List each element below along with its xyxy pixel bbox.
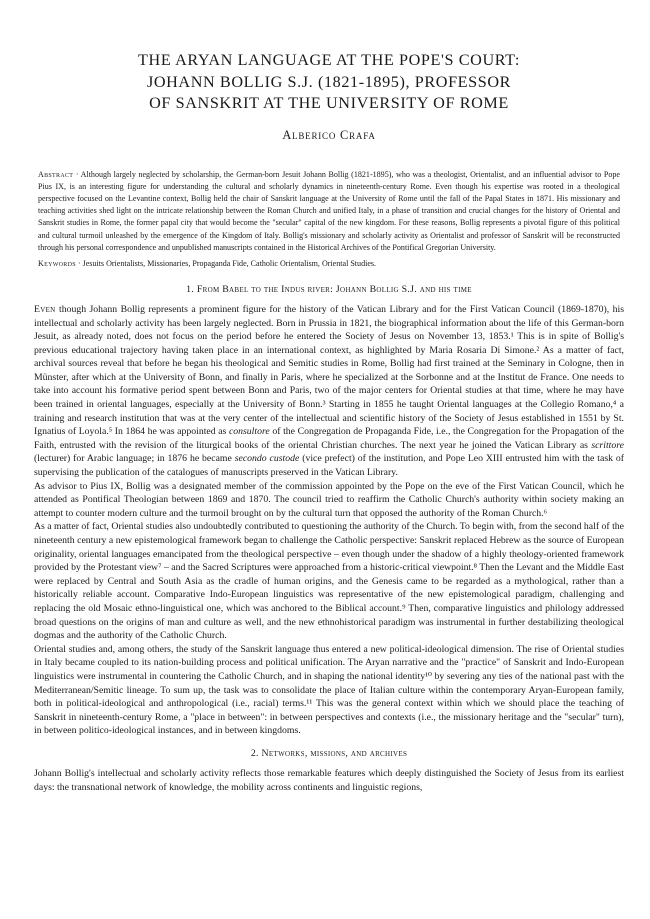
title-block	[34, 0, 624, 143]
author-name: Alberico Crafa	[282, 127, 376, 142]
paragraph-text: of the Congregation de Propaganda Fide, i.e., the Congregation for the Propagation of the Faith, entrusted with the revision of the liturgical books of the oriental Christian churches. The next year he joined the Vatican Library as	[34, 426, 624, 451]
paragraph: Oriental studies and, among others, the study of the Sanskrit language thus entered a new political-ideological dimension. The rise of Oriental studies in Italy became coupled to its nation-building process and political unification. The Aryan narrative and the "practice" of Sanskrit and Indo-European linguistics were instrumental in countering the Catholic Church, and in shaping the national identity¹⁰ by severing any ties of the national past with the Mediterranean/Semitic lineage. To sum up, the task was to consolidate the place of Italian culture within the contemporary Aryan-European family, both in political-ideological and anthropological (i.e., racial) terms.¹¹ This was the general context within which we should place the teaching of Sanskrit in nineteenth-century Rome, a "place in between": in between perspectives and contexts (i.e., the missionary heritage and the "secular" turn), in between politico-ideological instances, and in between kingdoms.	[34, 643, 624, 737]
abstract-label: Abstract	[38, 169, 74, 179]
abstract-text: · Although largely neglected by scholarship, the German-born Jesuit Johann Bollig (1821-1895), who was a theologist, Orientalist, and an influential advisor to Pope Pius IX, is an interesting figure for understanding the cultural and scholarly dynamics in nineteenth-century Rome. Even though his expertise was rooted in a theological perspective focused on the Levantine context, Bollig held the chair of Sanskrit language at the University of Rome until the fall of the Papal States in 1871. His missionary and teaching activities shed light on the intricate relationship between the Roman Church and unified Italy, in a phase of transition and crucial changes for the history of Oriental and Sanskrit studies in Rome, the former papal city that would become the "secular" capital of the new kingdom. For these reasons, Bollig represents a pivotal figure of this political and cultural turmoil unleashed by the emergence of the Kingdom of Italy. Bollig's missionary and scholarly activity as Orientalist and professor of Sanskrit will be reconstructed through his personal correspondence and unpublished manuscripts contained in the Historical Archives of the Pontifical Gregorian University.	[38, 169, 620, 252]
paragraph	[34, 303, 624, 480]
paragraph: Johann Bollig's intellectual and scholarly activity reflects those remarkable features which deeply distinguished the Society of Jesus from its earliest days: the transnational network of knowledge, the mobility across continents and linguistic regions,	[34, 767, 624, 793]
section-2-heading: 2. Networks, missions, and archives	[250, 747, 408, 759]
section-1-heading: 1. From Babel to the Indus river: Johann Bollig S.J. and his time	[186, 283, 472, 295]
paragraph-text: though Johann Bollig represents a prominent figure for the history of the Vatican Library and for the First Vatican Council (1869-1870), his intellectual and scholarly activity has been largely neglected. Born in Prussia in 1821, the biographical information about the life of this German-born Jesuit, as already noted, does not focus on the period before he entered the Society of Jesus on November 13, 1853.¹ This is in spite of Bollig's previous educational trajectory having taken place in an international context, as highlighted by Maria Rosaria Di Simone.² As a matter of fact, archival sources reveal that before he began his theological and Semitic studies in Rome, Bollig had first trained at the Seminary in Cologne, then in Münster, after which at the University of Bonn, and finally in Paris, where he specialized at the Sorbonne and at the Institut de France. One needs to take into account his formative period spent between Bonn and Paris, two of the major centers for Oriental studies at that time, where he may have been trained in oriental languages, especially at the University of Bonn.³ Starting in 1855 he taught Oriental languages at the Collegio Romano,⁴ a training and research institution that was at the very center of the intellectual and scientific history of the Society of Jesus established in 1551 by St. Ignatius of Loyola.⁵ In 1864 he was appointed as	[34, 303, 624, 438]
section-2-body	[34, 767, 624, 794]
paragraph-text: (lecturer) for Arabic language; in 1876 he became	[34, 453, 235, 465]
paragraph-text: (vice prefect) of the institution, and Pope Leo XIII entrusted him with the task of supervising the publication of the catalogues of manuscripts preserved in the Vatican Library.	[34, 453, 624, 479]
paragraph: As a matter of fact, Oriental studies also undoubtedly contributed to questioning the authority of the Church. To begin with, from the second half of the nineteenth century a new epistemological framework began to challenge the Catholic perspective: Sanskrit replaced Hebrew as the source of European originality, oriental languages emancipated from the theological perspective – even though under the shadow of a highly theology-oriented framework provided by the Protestant view⁷ – and the Sacred Scriptures were approached from a historic-critical viewpoint.⁸ Then the Levant and the Middle East were replaced by Central and South Asia as the cradle of human origins, and the Genesis came to be regarded as a mythological, rather than a historically reliable account. Comparative Indo-European linguistics was representative of the new epistemological paradigm, challenging and replacing the old Mosaic ethno-linguistical one, which was anchored to the Biblical account.⁹ Then, comparative linguistics and philology addressed broad questions on the origins of man and culture as well, and the new ethnohistorical paradigm was instrumental in further destabilizing theological dogmas and the authority of the Catholic Church.	[34, 521, 624, 642]
title-line-1: THE ARYAN LANGUAGE AT THE POPE'S COURT:	[138, 51, 520, 69]
title-line-3: OF SANSKRIT AT THE UNIVERSITY OF ROME	[149, 94, 509, 112]
italic-term: secondo custode	[234, 453, 300, 465]
title-line-2: JOHANN BOLLIG S.J. (1821-1895), PROFESSOR	[146, 72, 512, 91]
section-1-body	[34, 303, 624, 738]
abstract	[38, 169, 620, 254]
keywords-label: Keywords	[38, 258, 76, 268]
italic-term: scrittore	[591, 439, 624, 451]
drop-lead: Even	[34, 303, 56, 315]
keywords-text: · Jesuits Orientalists, Missionaries, Propaganda Fide, Catholic Orientalism, Oriental Studies.	[75, 258, 377, 268]
keywords	[38, 258, 620, 270]
paragraph: As advisor to Pius IX, Bollig was a designated member of the commission appointed by the Pope on the eve of the First Vatican Council, which he attended as Pontifical Theologian between 1869 and 1870. The council tried to reaffirm the Catholic Church's authority within society making an attempt to counter modern culture and the turmoil brought on by the cultural turn that opposed the authority of the Roman Church.⁶	[34, 480, 624, 519]
italic-term: consultore	[228, 426, 270, 438]
